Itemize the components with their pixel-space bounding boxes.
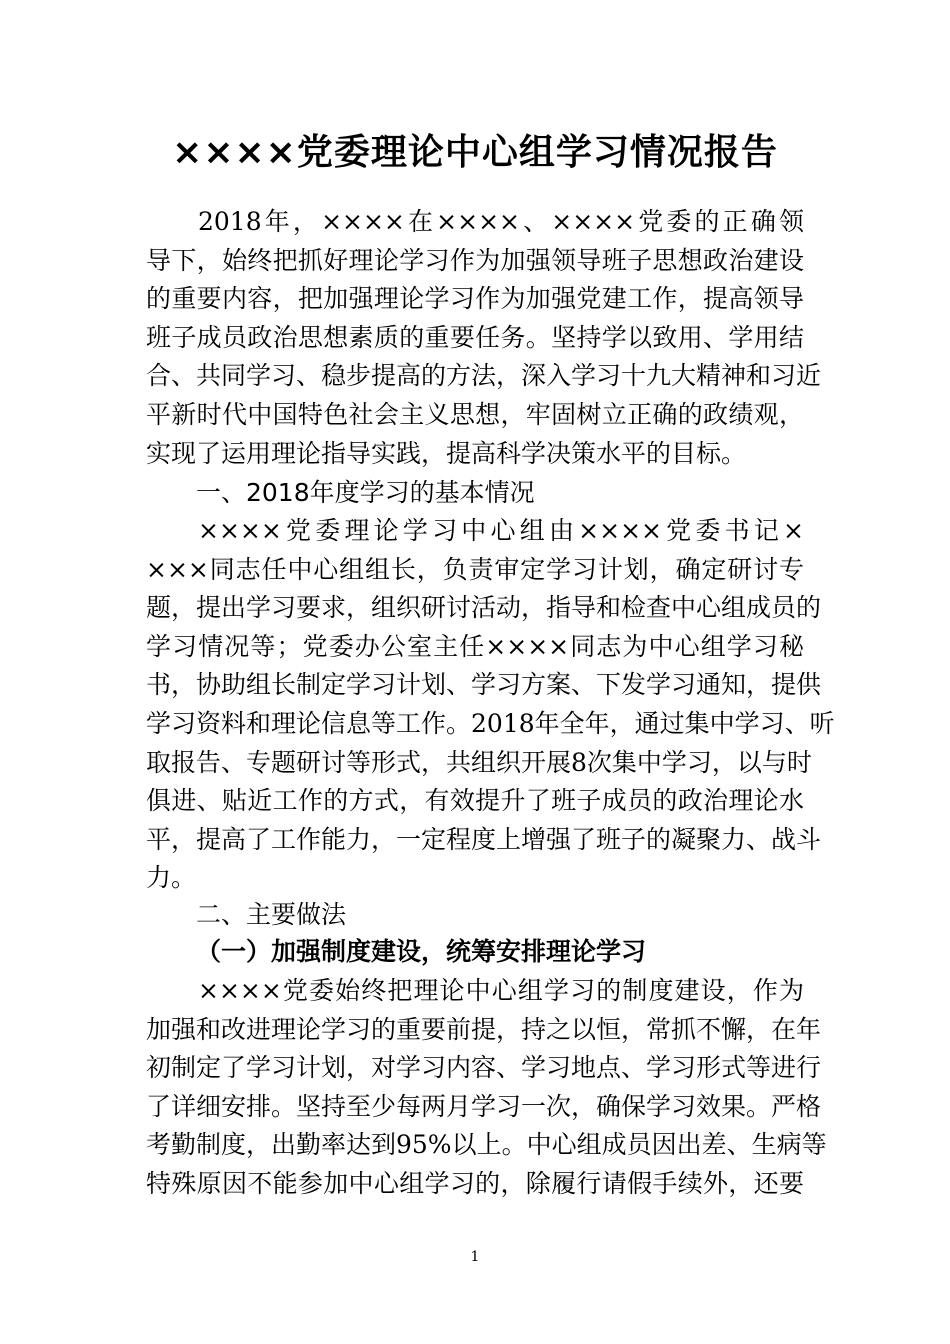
page-number: 1 (470, 1249, 480, 1265)
paragraph-line: ××××党委始终把理论中心组学习的制度建设，作为 (198, 976, 804, 1005)
paragraph-line: 题，提出学习要求，组织研讨活动，指导和检查中心组成员的 (146, 593, 822, 623)
paragraph-line: ×××同志任中心组组长，负责审定学习计划，确定研讨专 (146, 554, 804, 584)
paragraph-line: 俱进、贴近工作的方式，有效提升了班子成员的政治理论水 (146, 786, 804, 816)
document-title: ××××党委理论中心组学习情况报告 (172, 132, 778, 173)
paragraph-line: 平新时代中国特色社会主义思想，牢固树立正确的政绩观， (146, 399, 804, 429)
paragraph-line: 学习情况等；党委办公室主任××××同志为中心组学习秘 (146, 631, 804, 661)
paragraph-line: 实现了运用理论指导实践，提高科学决策水平的目标。 (146, 438, 747, 468)
section1-paragraph (146, 512, 835, 898)
paragraph-line: 平，提高了工作能力，一定程度上增强了班子的凝聚力、战斗 (146, 824, 822, 854)
paragraph-line: 了详细安排。坚持至少每两月学习一次，确保学习效果。严格 (146, 1091, 822, 1121)
section-heading-1: 一、2018年度学习的基本情况 (196, 478, 535, 507)
paragraph-line: 书，协助组长制定学习计划、学习方案、下发学习通知，提供 (146, 670, 822, 700)
paragraph-line: 2018年，××××在××××、××××党委的正确领 (198, 207, 804, 236)
paragraph-line: 考勤制度，出勤率达到95%以上。中心组成员因出差、生病等 (146, 1130, 827, 1160)
paragraph-line: 合、共同学习、稳步提高的方法，深入学习十九大精神和习近 (146, 361, 822, 391)
intro-paragraph (146, 203, 822, 473)
subsection-heading-1: （一）加强制度建设，统筹安排理论学习 (196, 937, 647, 966)
paragraph-line: ××××党委理论学习中心组由××××党委书记× (198, 516, 804, 545)
paragraph-line: 的重要内容，把加强理论学习作为加强党建工作，提高领导 (146, 284, 804, 314)
paragraph-line: 初制定了学习计划，对学习内容、学习地点、学习形式等进行 (146, 1053, 822, 1083)
paragraph-line: 取报告、专题研讨等形式，共组织开展8次集中学习，以与时 (146, 747, 812, 777)
paragraph-line: 学习资料和理论信息等工作。2018年全年，通过集中学习、听 (146, 708, 835, 738)
paragraph-line: 导下，始终把抓好理论学习作为加强领导班子思想政治建设 (146, 245, 804, 275)
paragraph-line: 特殊原因不能参加中心组学习的，除履行请假手续外，还要 (146, 1168, 804, 1198)
paragraph-line: 班子成员政治思想素质的重要任务。坚持学以致用、学用结 (146, 322, 804, 352)
subsection1-paragraph (146, 972, 827, 1204)
section-heading-2: 二、主要做法 (196, 900, 347, 929)
paragraph-line: 加强和改进理论学习的重要前提，持之以恒，常抓不懈，在年 (146, 1014, 822, 1044)
paragraph-line: 力。 (146, 863, 197, 893)
